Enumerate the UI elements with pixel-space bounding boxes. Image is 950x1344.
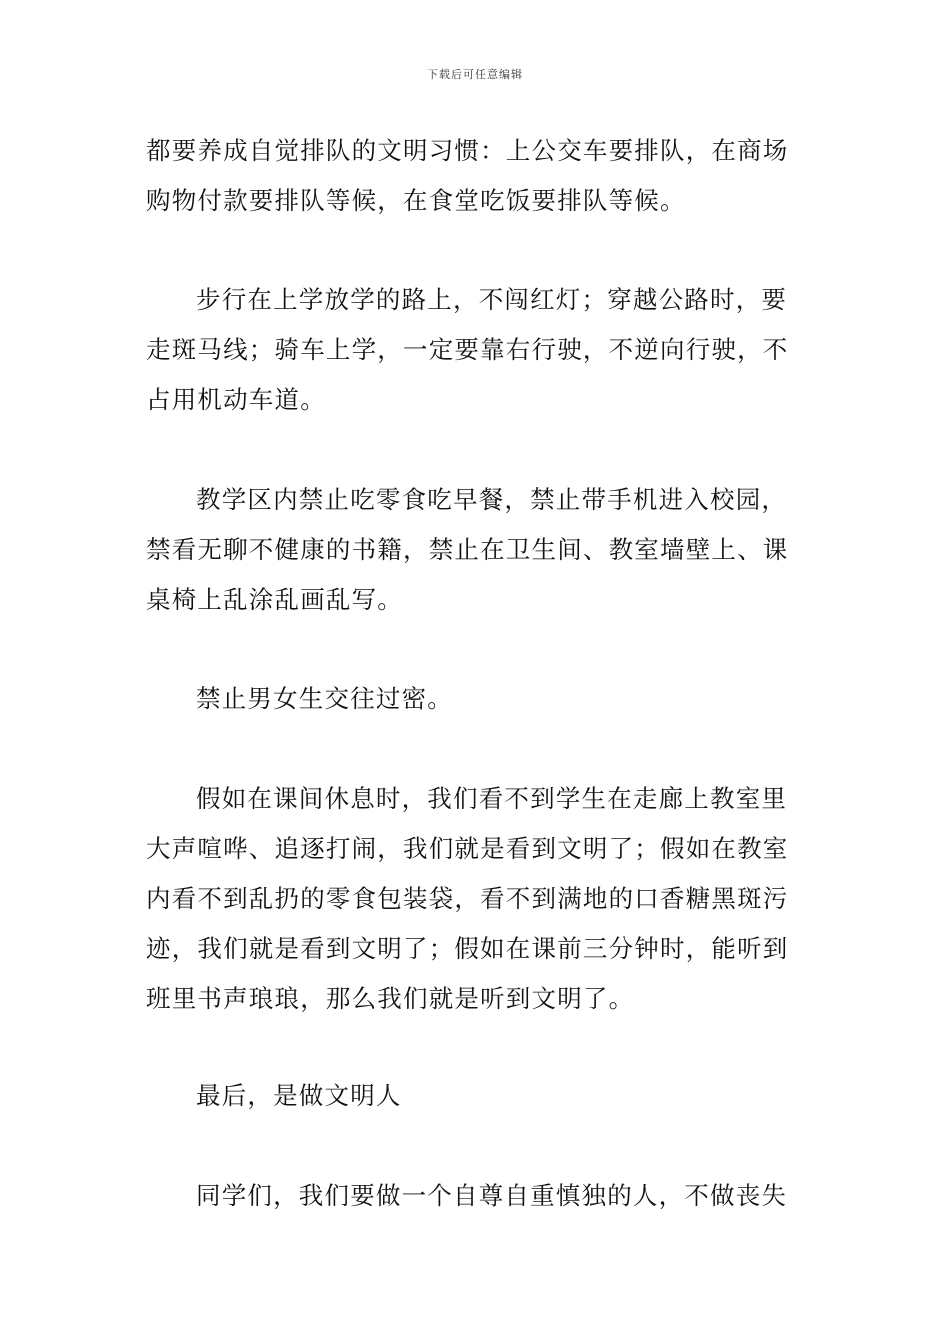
- paragraph-teaching-area-rules: 教学区内禁止吃零食吃早餐，禁止带手机进入校园，禁看无聊不健康的书籍，禁止在卫生间、教室墙壁上、课桌椅上乱涂乱画乱写。: [146, 485, 789, 614]
- paragraph-queue-habits: 都要养成自觉排队的文明习惯：上公交车要排队，在商场购物付款要排队等候，在食堂吃饭要排队等候。: [146, 136, 789, 215]
- header-note: 下载后可任意编辑: [427, 68, 523, 81]
- paragraph-walking-rules: 步行在上学放学的路上，不闯红灯；穿越公路时，要走斑马线；骑车上学，一定要靠右行驶，不逆向行驶，不占用机动车道。: [146, 285, 789, 414]
- paragraph-civility-examples: 假如在课间休息时，我们看不到学生在走廊上教室里大声喧哗、追逐打闹，我们就是看到文明了；假如在教室内看不到乱扔的零食包装袋，看不到满地的口香糖黑斑污迹，我们就是看到文明了；假如在课前三分钟时，能听到班里书声琅琅，那么我们就是听到文明了。: [146, 784, 789, 1013]
- paragraph-self-respect: 同学们，我们要做一个自尊自重慎独的人，不做丧失: [196, 1181, 788, 1210]
- paragraph-student-relations: 禁止男女生交往过密。: [196, 684, 453, 713]
- paragraph-finally: 最后，是做文明人: [196, 1081, 402, 1110]
